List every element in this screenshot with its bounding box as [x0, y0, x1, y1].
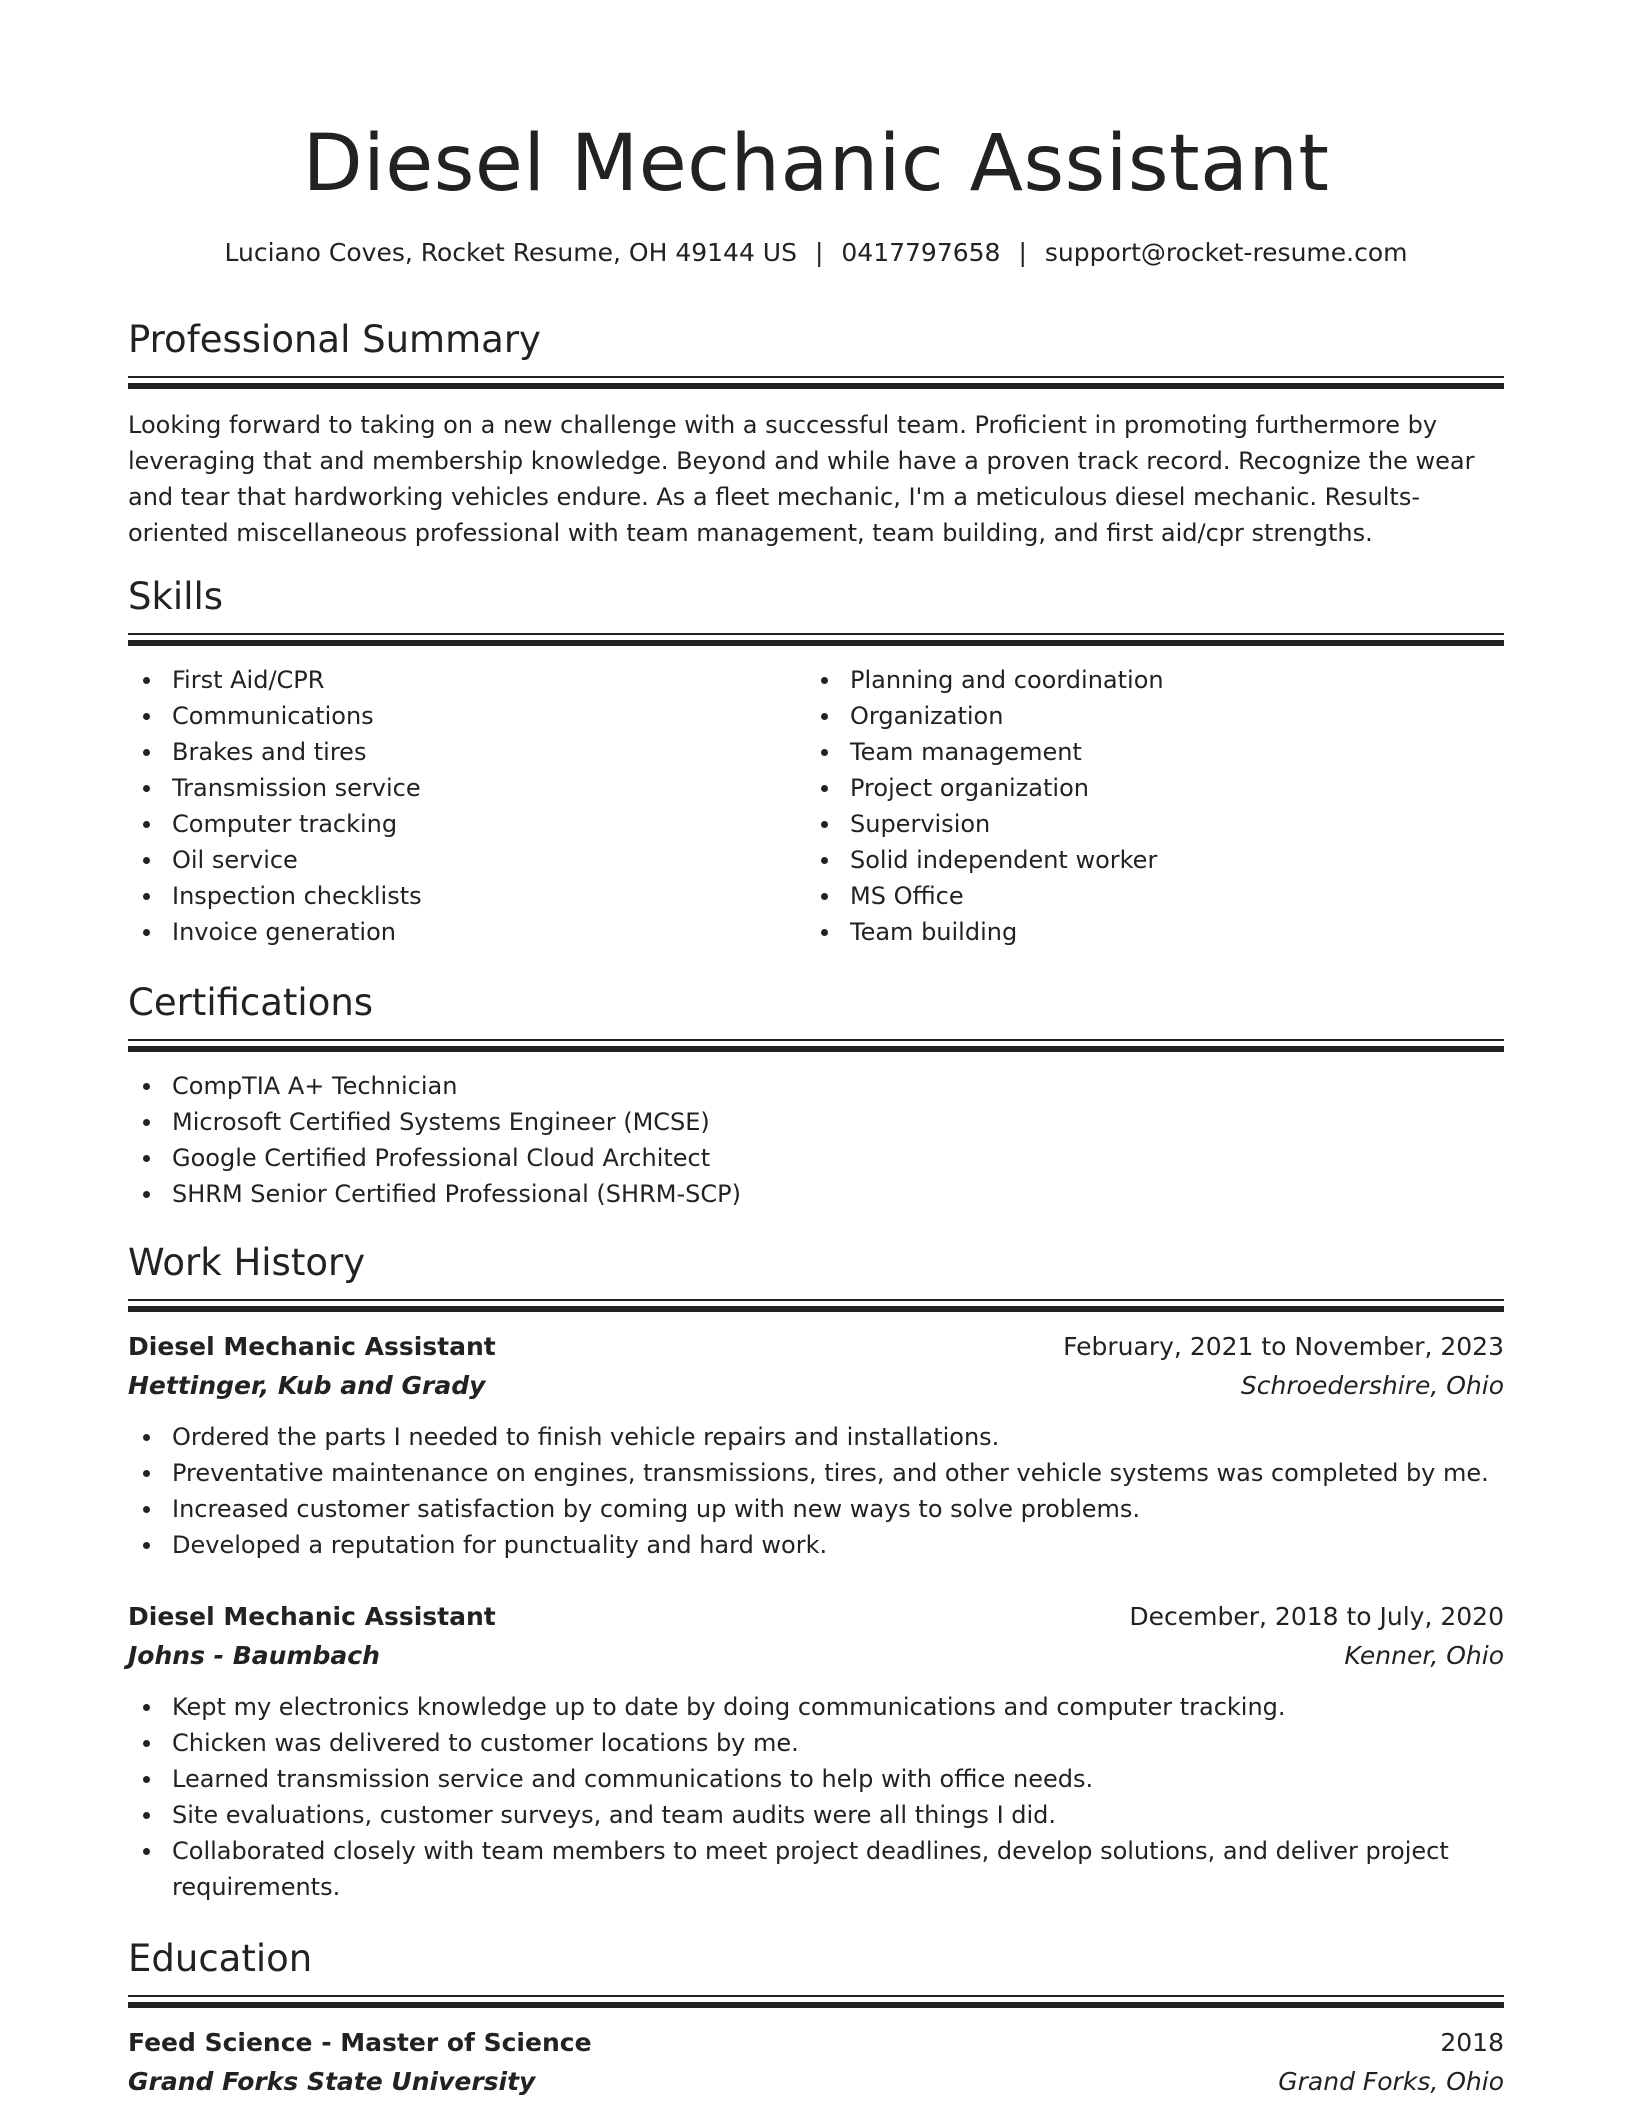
skill-item: Communications: [128, 698, 806, 734]
certifications-list: [128, 1068, 1504, 1212]
education-header: [128, 2023, 1504, 2062]
education-location: Grand Forks, Ohio: [1278, 2067, 1504, 2097]
work-section: [128, 1241, 1504, 1905]
certification-item: Microsoft Certified Systems Engineer (MCSE): [128, 1104, 1504, 1140]
section-heading-skills: Skills: [128, 575, 224, 618]
job-bullet: Ordered the parts I needed to finish vehicle repairs and installations.: [128, 1419, 1504, 1455]
skill-item: Supervision: [806, 806, 1484, 842]
education-section: [128, 1937, 1504, 2101]
job-bullet: Learned transmission service and communications to help with office needs.: [128, 1761, 1504, 1797]
job-header: [128, 1597, 1504, 1636]
skills-list-right: [806, 662, 1484, 950]
section-divider: [128, 376, 1504, 389]
job-dates: December, 2018 to July, 2020: [1129, 1602, 1504, 1632]
job-company: Hettinger, Kub and Grady: [128, 1371, 486, 1401]
contact-separator: |: [1018, 238, 1027, 267]
skill-item: Solid independent worker: [806, 842, 1484, 878]
section-heading-education: Education: [128, 1937, 313, 1980]
contact-separator: |: [814, 238, 824, 267]
job-bullet: Collaborated closely with team members to meet project deadlines, develop solutions, and deliver project requirements.: [128, 1833, 1504, 1905]
summary-text: Looking forward to taking on a new challenge with a successful team. Proficient in promoting furthermore by leveraging that and membership knowledge. Beyond and while have a proven track record. Recognize the wear and tear that hardworking vehicles endure. As a fleet mechanic, I'm a meticulous diesel mechanic. Results-oriented miscellaneous professional with team management, team building, and first aid/cpr strengths.: [128, 411, 1475, 548]
skill-item: Organization: [806, 698, 1484, 734]
education-year: 2018: [1440, 2028, 1504, 2058]
skill-item: Team management: [806, 734, 1484, 770]
job-bullet: Increased customer satisfaction by coming up with new ways to solve problems.: [128, 1491, 1504, 1527]
job-bullet: Site evaluations, customer surveys, and team audits were all things I did.: [128, 1797, 1504, 1833]
job-bullet: Chicken was delivered to customer locations by me.: [128, 1725, 1504, 1761]
summary-section: [128, 318, 1504, 551]
job-bullets: [128, 1689, 1504, 1905]
job-bullet: Kept my electronics knowledge up to date by doing communications and computer tracking.: [128, 1689, 1504, 1725]
job-entry: [128, 1327, 1504, 1563]
job-company: Johns - Baumbach: [128, 1641, 380, 1671]
job-subheader: [128, 1636, 1504, 1675]
certification-item: Google Certified Professional Cloud Architect: [128, 1140, 1504, 1176]
section-heading-work: Work History: [128, 1241, 366, 1284]
job-dates: February, 2021 to November, 2023: [1063, 1332, 1504, 1362]
skill-item: Inspection checklists: [128, 878, 806, 914]
contact-email[interactable]: support@rocket-resume.com: [1044, 238, 1408, 267]
skill-item: MS Office: [806, 878, 1484, 914]
skill-item: Project organization: [806, 770, 1484, 806]
section-divider: [128, 633, 1504, 646]
job-bullet: Developed a reputation for punctuality and hard work.: [128, 1527, 1504, 1563]
job-header: [128, 1327, 1504, 1366]
skill-item: Invoice generation: [128, 914, 806, 950]
skills-columns: [128, 662, 1504, 950]
job-role: Diesel Mechanic Assistant: [128, 1332, 496, 1362]
job-bullet: Preventative maintenance on engines, transmissions, tires, and other vehicle systems was completed by me.: [128, 1455, 1504, 1491]
job-subheader: [128, 1366, 1504, 1405]
section-divider: [128, 1039, 1504, 1052]
skill-item: Planning and coordination: [806, 662, 1484, 698]
skill-item: Computer tracking: [128, 806, 806, 842]
skill-item: Oil service: [128, 842, 806, 878]
job-role: Diesel Mechanic Assistant: [128, 1602, 496, 1632]
section-divider: [128, 1995, 1504, 2008]
skill-item: First Aid/CPR: [128, 662, 806, 698]
skill-item: Transmission service: [128, 770, 806, 806]
section-heading-certifications: Certifications: [128, 981, 374, 1024]
skills-section: [128, 575, 1504, 950]
contact-line: [128, 238, 1504, 268]
education-subheader: [128, 2062, 1504, 2101]
resume-title: Diesel Mechanic Assistant: [302, 119, 1330, 209]
contact-address: Luciano Coves, Rocket Resume, OH 49144 US: [224, 238, 797, 267]
job-entry: [128, 1597, 1504, 1905]
contact-phone: 0417797658: [841, 238, 1001, 267]
education-entry: [128, 2023, 1504, 2101]
job-bullets: [128, 1419, 1504, 1563]
certification-item: CompTIA A+ Technician: [128, 1068, 1504, 1104]
skill-item: Brakes and tires: [128, 734, 806, 770]
certification-item: SHRM Senior Certified Professional (SHRM-SCP): [128, 1176, 1504, 1212]
certifications-section: [128, 981, 1504, 1212]
job-location: Schroedershire, Ohio: [1240, 1371, 1504, 1401]
education-school: Grand Forks State University: [128, 2067, 536, 2097]
education-degree: Feed Science - Master of Science: [128, 2028, 592, 2058]
skill-item: Team building: [806, 914, 1484, 950]
section-divider: [128, 1299, 1504, 1312]
section-heading-summary: Professional Summary: [128, 318, 541, 361]
skills-list-left: [128, 662, 806, 950]
job-location: Kenner, Ohio: [1344, 1641, 1504, 1671]
